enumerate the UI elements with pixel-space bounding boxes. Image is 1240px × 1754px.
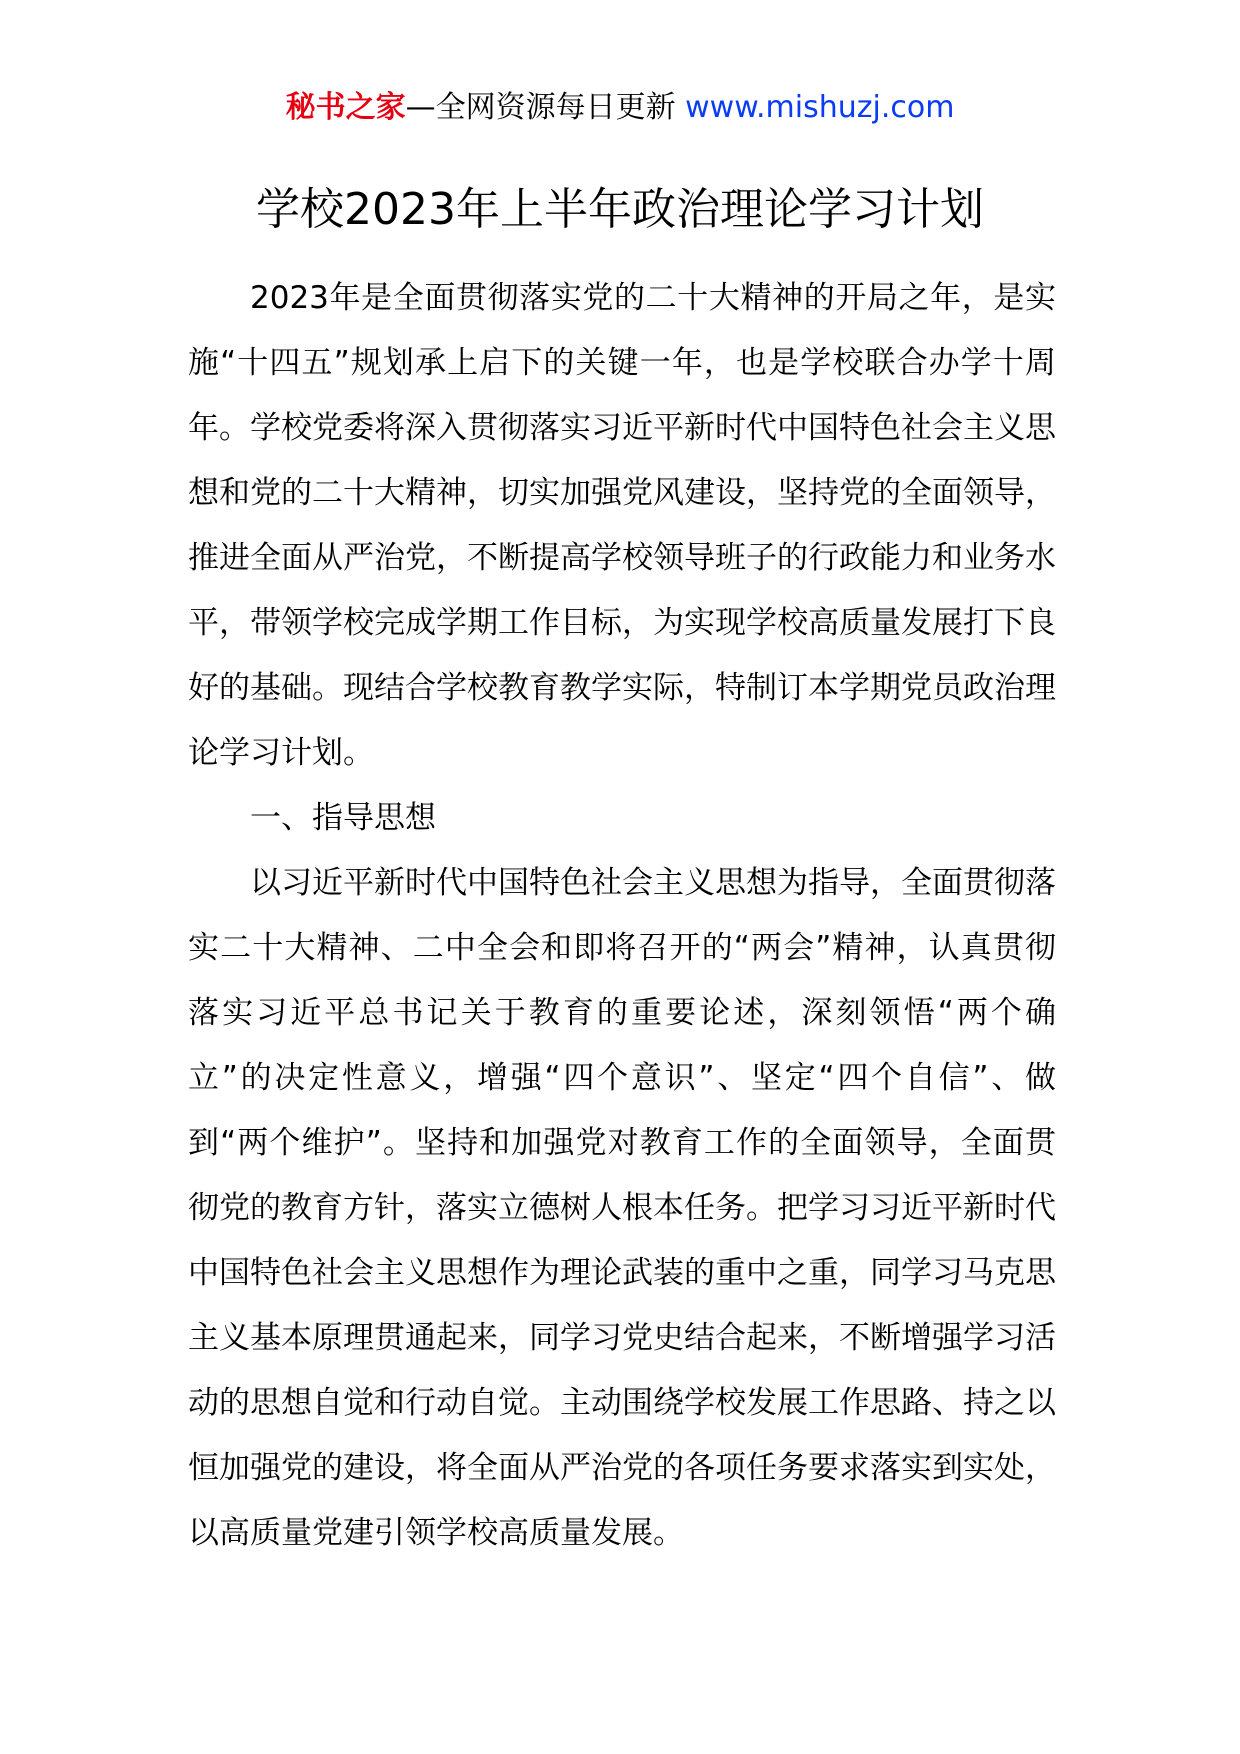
document-title: 学校2023年上半年政治理论学习计划 [256,184,984,235]
guiding-thought-paragraph: 以习近平新时代中国特色社会主义思想为指导，全面贯彻落实二十大精神、二中全会和即将召开的“两会”精神，认真贯彻落实习近平总书记关于教育的重要论述，深刻领悟“两个确立”的决定性意义，增强“四个意识”、坚定“四个自信”、做到“两个维护”。坚持和加强党对教育工作的全面领导，全面贯彻党的教育方针，落实立德树人根本任务。把学习习近平新时代中国特色社会主义思想作为理论武装的重中之重，同学习马克思主义基本原理贯通起来，同学习党史结合起来，不断增强学习活动的思想自觉和行动自觉。主动围绕学校发展工作思路、持之以恒加强党的建设，将全面从严治党的各项任务要求落实到实处，以高质量党建引领学校高质量发展。 [188,865,1056,1551]
brand-name: 秘书之家 [285,90,406,125]
site-url-link[interactable]: www.mishuzj.com [685,90,955,125]
section-heading-guiding-thought: 一、指导思想 [250,800,436,836]
site-header [0,86,1240,130]
intro-paragraph: 2023年是全面贯彻落实党的二十大精神的开局之年，是实施“十四五”规划承上启下的关键一年，也是学校联合办学十周年。学校党委将深入贯彻落实习近平新时代中国特色社会主义思想和党的二十大精神，切实加强党风建设，坚持党的全面领导，推进全面从严治党，不断提高学校领导班子的行政能力和业务水平，带领学校完成学期工作目标，为实现学校高质量发展打下良好的基础。现结合学校教育教学实际，特制订本学期党员政治理论学习计划。 [188,280,1056,771]
document-body [188,266,1056,1566]
header-tagline: —全网资源每日更新 [405,90,676,125]
